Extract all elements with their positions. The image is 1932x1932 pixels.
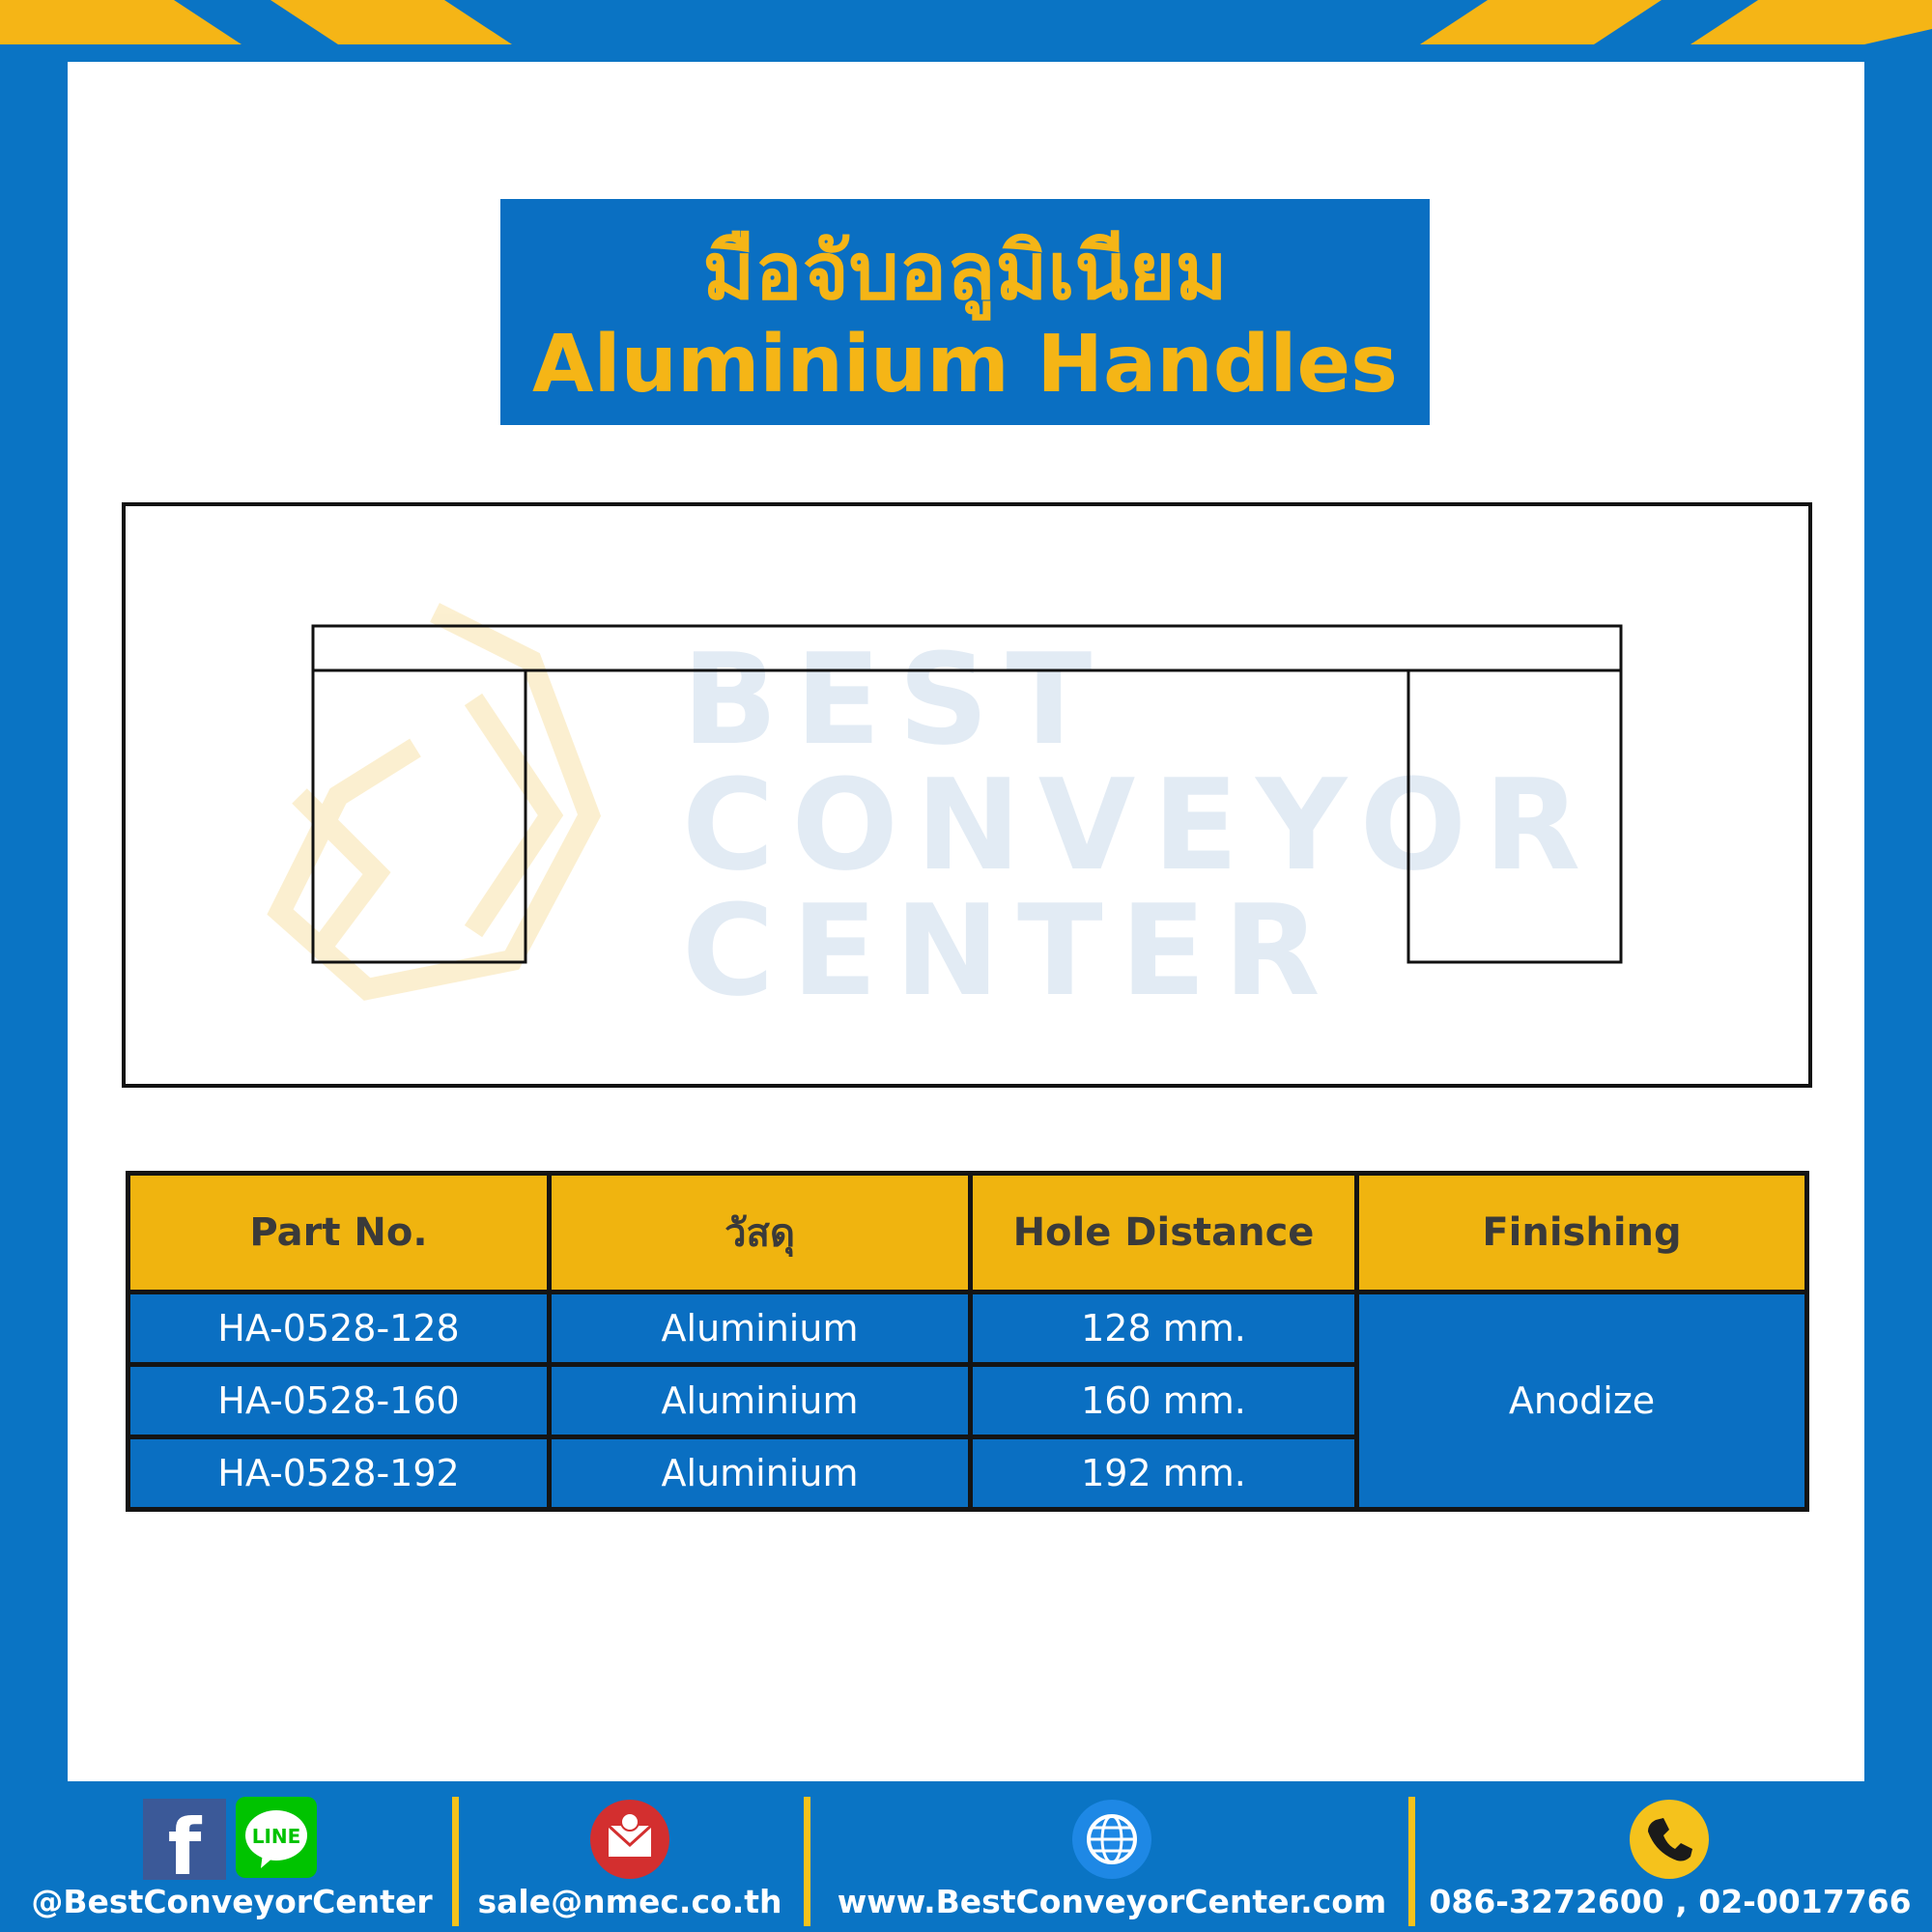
header-hole-distance: Hole Distance xyxy=(971,1174,1357,1293)
cell-material: Aluminium xyxy=(550,1293,971,1365)
footer-divider xyxy=(1408,1797,1415,1926)
facebook-icon[interactable] xyxy=(143,1799,226,1880)
cell-material: Aluminium xyxy=(550,1365,971,1437)
globe-icon[interactable] xyxy=(1071,1799,1152,1880)
header-part-no: Part No. xyxy=(128,1174,550,1293)
email-address[interactable]: sale@nmec.co.th xyxy=(477,1883,782,1920)
cell-finishing: Anodize xyxy=(1357,1293,1807,1510)
handle-drawing xyxy=(126,506,1808,1084)
footer-phone xyxy=(1420,1781,1920,1932)
cell-hole-distance: 192 mm. xyxy=(971,1437,1357,1510)
title-banner xyxy=(500,199,1430,425)
cell-part-no: HA-0528-128 xyxy=(128,1293,550,1365)
table-header-row xyxy=(128,1174,1807,1293)
website-url[interactable]: www.BestConveyorCenter.com xyxy=(837,1883,1387,1920)
header-finishing: Finishing xyxy=(1357,1174,1807,1293)
spec-table xyxy=(126,1171,1809,1512)
footer-social xyxy=(19,1781,444,1932)
social-handle[interactable]: @BestConveyorCenter xyxy=(31,1883,433,1920)
email-icon[interactable] xyxy=(589,1799,670,1880)
top-stripes xyxy=(0,0,1932,62)
header-material: วัสดุ xyxy=(550,1174,971,1293)
watermark-text xyxy=(682,626,1598,1024)
title-english: Aluminium Handles xyxy=(532,319,1398,411)
table-row xyxy=(128,1293,1807,1365)
handle-diagram xyxy=(122,502,1812,1088)
cell-part-no: HA-0528-160 xyxy=(128,1365,550,1437)
line-icon[interactable] xyxy=(236,1797,317,1878)
footer-email xyxy=(466,1781,794,1932)
cell-hole-distance: 160 mm. xyxy=(971,1365,1357,1437)
phone-icon[interactable] xyxy=(1629,1799,1710,1880)
contact-footer xyxy=(0,1781,1932,1932)
footer-divider xyxy=(452,1797,459,1926)
watermark-line-3: CENTER xyxy=(682,877,1338,1024)
watermark-line-2: CONVEYOR xyxy=(682,752,1599,898)
line-icon-label: LINE xyxy=(251,1825,301,1848)
cell-hole-distance: 128 mm. xyxy=(971,1293,1357,1365)
phone-numbers[interactable]: 086-3272600 , 02-0017766 xyxy=(1429,1883,1912,1920)
cell-part-no: HA-0528-192 xyxy=(128,1437,550,1510)
title-thai: มือจับอลูมิเนียม xyxy=(702,226,1228,318)
svg-text:f: f xyxy=(167,1803,202,1880)
footer-website xyxy=(817,1781,1406,1932)
watermark-line-1: BEST xyxy=(682,626,1110,773)
cell-material: Aluminium xyxy=(550,1437,971,1510)
footer-divider xyxy=(804,1797,810,1926)
